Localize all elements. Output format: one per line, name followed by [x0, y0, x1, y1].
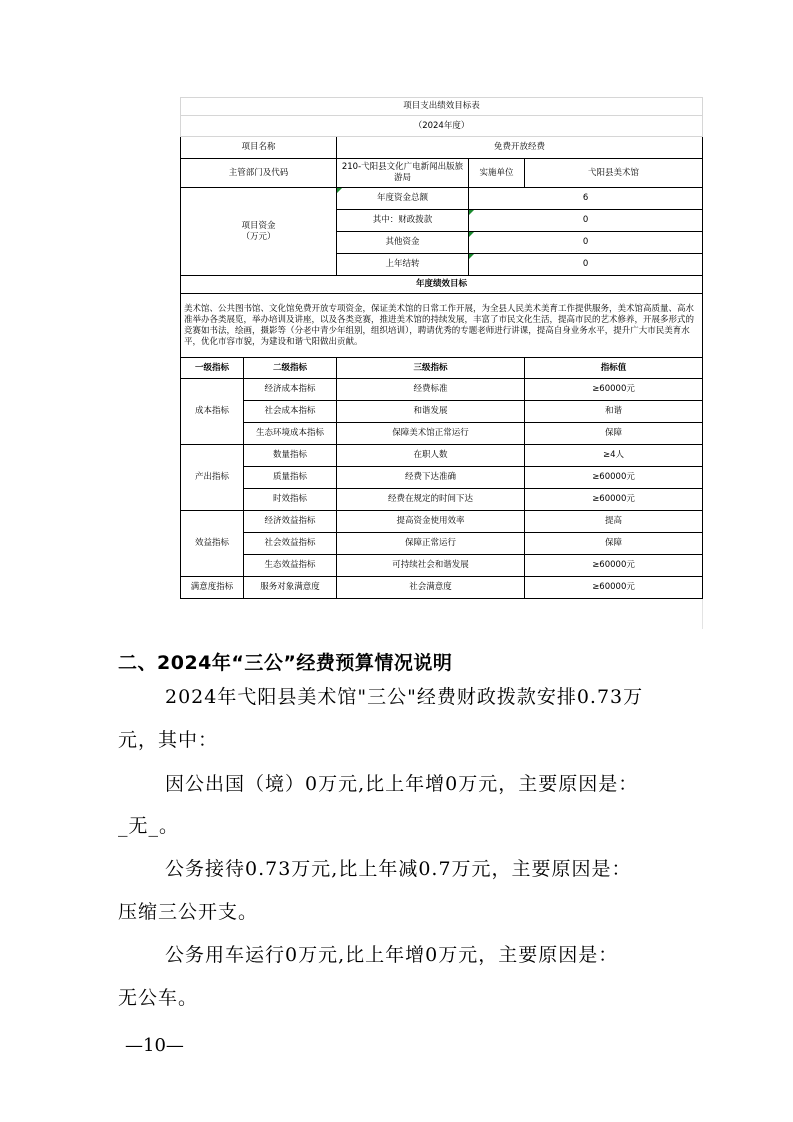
- col-header-level2: 二级指标: [244, 358, 337, 379]
- level3-cell: 保障正常运行: [337, 533, 525, 555]
- value-cell: 和谐: [525, 401, 703, 423]
- level2-cell: 经济成本指标: [244, 379, 337, 401]
- performance-target-table-wrap: [180, 97, 702, 599]
- level3-cell: 和谐发展: [337, 401, 525, 423]
- paragraph-line: 公务接待0.73万元,比上年减0.7万元，主要原因是：: [165, 858, 632, 880]
- level1-cell: 满意度指标: [181, 577, 244, 599]
- value-cell: ≥60000元: [525, 489, 703, 511]
- funds-unit: （万元）: [241, 231, 276, 242]
- paragraph-line: _无_。: [118, 815, 180, 837]
- funds-row-value: 0: [469, 232, 703, 254]
- level2-cell: 数量指标: [244, 445, 337, 467]
- paragraph-line: 压缩三公开支。: [118, 901, 259, 923]
- level2-cell: 生态效益指标: [244, 555, 337, 577]
- level2-cell: 生态环境成本指标: [244, 423, 337, 445]
- value-cell: ≥60000元: [525, 555, 703, 577]
- level2-cell: 经济效益指标: [244, 511, 337, 533]
- paragraph-line: 公务用车运行0万元,比上年增0万元，主要原因是：: [165, 944, 619, 966]
- dept-label: 主管部门及代码: [181, 159, 337, 188]
- paragraph-line: 元，其中：: [118, 729, 219, 751]
- level2-cell: 社会成本指标: [244, 401, 337, 423]
- funds-row-value: 0: [469, 254, 703, 276]
- col-header-level3: 三级指标: [337, 358, 525, 379]
- value-cell: 保障: [525, 423, 703, 445]
- section-heading: 二、2024年“三公”经费预算情况说明: [118, 652, 453, 674]
- table-row: [181, 489, 703, 511]
- level3-cell: 可持续社会和谐发展: [337, 555, 525, 577]
- page-number: —10—: [125, 1035, 184, 1056]
- level2-cell: 时效指标: [244, 489, 337, 511]
- level2-cell: 社会效益指标: [244, 533, 337, 555]
- table-row: [181, 379, 703, 401]
- table-row: [181, 423, 703, 445]
- level3-cell: 经费标准: [337, 379, 525, 401]
- table-row: [181, 401, 703, 423]
- performance-target-table: [180, 97, 703, 599]
- funds-row-label: 其中：财政拨款: [337, 210, 469, 232]
- value-cell: 保障: [525, 533, 703, 555]
- table-row: [181, 511, 703, 533]
- table-year: （2024年度）: [181, 116, 703, 137]
- funds-row-value: 0: [469, 210, 703, 232]
- value-cell: ≥60000元: [525, 577, 703, 599]
- level3-cell: 提高资金使用效率: [337, 511, 525, 533]
- funds-row-label: 上年结转: [337, 254, 469, 276]
- value-cell: ≥60000元: [525, 467, 703, 489]
- funds-label: 项目资金: [241, 220, 276, 231]
- paragraph-line: 因公出国（境）0万元,比上年增0万元，主要原因是：: [165, 773, 639, 795]
- table-row: [181, 445, 703, 467]
- level1-cell: 效益指标: [181, 511, 244, 577]
- level2-cell: 服务对象满意度: [244, 577, 337, 599]
- funds-label-cell: [181, 188, 337, 276]
- table-row: [181, 467, 703, 489]
- table-row: [181, 533, 703, 555]
- impl-value: 弋阳县美术馆: [525, 159, 703, 188]
- table-title: 项目支出绩效目标表: [181, 98, 703, 116]
- goal-text: 美术馆、公共图书馆、文化馆免费开放专项资金，保证美术馆的日常工作开展，为全县人民美术美育工作提供服务，美术馆高质量、高水准举办各类展览，举办培训及讲座，以及各类竞赛，推进美术馆的持续发展，丰富了市民文化生活，提高市民的艺术修养，开展多形式的竞赛如书法，绘画，摄影等（分老中青少年组别，组织培训），聘请优秀的专题老师进行讲课，提高自身业务水平，提升广大市民美育水平，优化市容市貌，为建设和谐弋阳做出贡献。: [181, 294, 703, 358]
- level2-cell: 质量指标: [244, 467, 337, 489]
- funds-row-value: 6: [469, 188, 703, 210]
- level1-cell: 产出指标: [181, 445, 244, 511]
- level3-cell: 保障美术馆正常运行: [337, 423, 525, 445]
- level3-cell: 经费下达准确: [337, 467, 525, 489]
- value-cell: 提高: [525, 511, 703, 533]
- paragraph-line: 无公车。: [118, 987, 199, 1009]
- funds-row-label: 年度资金总额: [337, 188, 469, 210]
- level3-cell: 在职人数: [337, 445, 525, 467]
- project-name-value: 免费开放经费: [337, 137, 703, 159]
- value-cell: ≥60000元: [525, 379, 703, 401]
- table-row: [181, 577, 703, 599]
- col-header-level1: 一级指标: [181, 358, 244, 379]
- value-cell: ≥4人: [525, 445, 703, 467]
- level3-cell: 社会满意度: [337, 577, 525, 599]
- col-header-value: 指标值: [525, 358, 703, 379]
- table-row: [181, 555, 703, 577]
- funds-row-label: 其他资金: [337, 232, 469, 254]
- project-name-label: 项目名称: [181, 137, 337, 159]
- dept-value: 210-弋阳县文化广电新闻出版旅游局: [337, 159, 469, 188]
- level3-cell: 经费在规定的时间下达: [337, 489, 525, 511]
- impl-label: 实施单位: [469, 159, 525, 188]
- goal-header: 年度绩效目标: [181, 276, 703, 294]
- paragraph-line: 2024年弋阳县美术馆"三公"经费财政拨款安排0.73万: [165, 686, 644, 708]
- level1-cell: 成本指标: [181, 379, 244, 445]
